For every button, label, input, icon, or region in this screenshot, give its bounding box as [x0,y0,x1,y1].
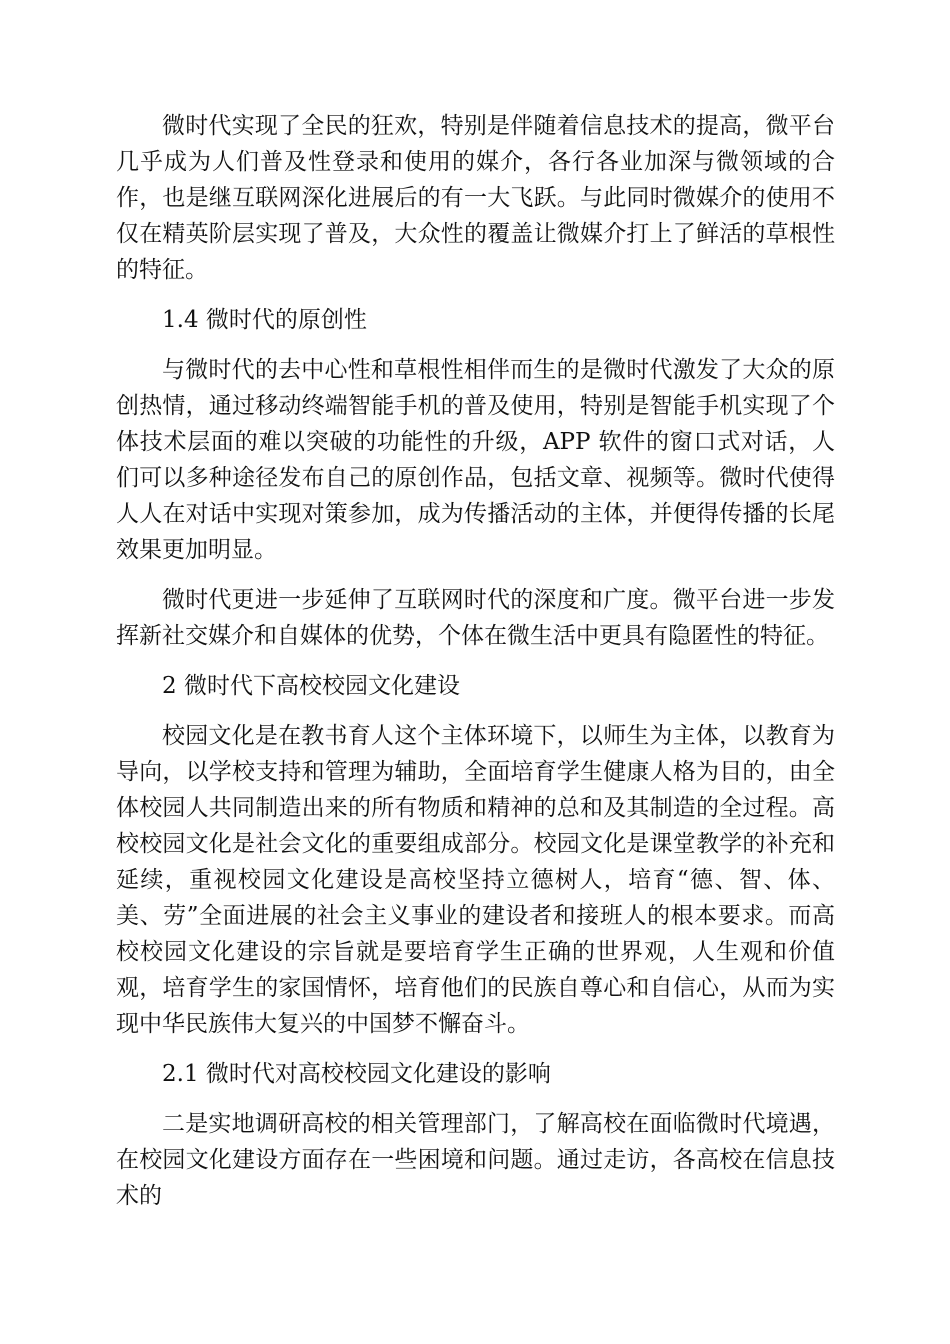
paragraph-campus-culture: 校园文化是在教书育人这个主体环境下，以师生为主体，以教育为导向，以学校支持和管理为辅助，全面培育学生健康人格为目的，由全体校园人共同制造出来的所有物质和精神的总和及其制造的全过程。高校校园文化是社会文化的重要组成部分。校园文化是课堂教学的补充和延续，重视校园文化建设是高校坚持立德树人，培育“德、智、体、美、劳”全面进展的社会主义事业的建设者和接班人的根本要求。而高校校园文化建设的宗旨就是要培育学生正确的世界观，人生观和价值观，培育学生的家国情怀，培育他们的民族自尊心和自信心，从而为实现中华民族伟大复兴的中国梦不懈奋斗。 [116,723,835,1037]
paragraph-originality: 与微时代的去中心性和草根性相伴而生的是微时代激发了大众的原创热情，通过移动终端智能手机的普及使用，特别是智能手机实现了个体技术层面的难以突破的功能性的升级，APP 软件的窗口式对话，人们可以多种途径发布自己的原创作品，包括文章、视频等。微时代使得人人在对话中实现对策参加，成为传播活动的主体，并便得传播的长尾效果更加明显。 [116,357,835,563]
section-heading-1-4: 1.4 微时代的原创性 [162,307,367,333]
section-heading-2-1: 2.1 微时代对高校校园文化建设的影响 [162,1061,551,1087]
document-body [116,108,835,1228]
paragraph-field-research: 二是实地调研高校的相关管理部门，了解高校在面临微时代境遇，在校园文化建设方面存在一些困境和问题。通过走访，各高校在信息技术的 [116,1111,835,1209]
paragraph-micro-era-carnival: 微时代实现了全民的狂欢，特别是伴随着信息技术的提高，微平台几乎成为人们普及性登录和使用的媒介，各行各业加深与微领域的合作，也是继互联网深化进展后的有一大飞跃。与此同时微媒介的使用不仅在精英阶层实现了普及，大众性的覆盖让微媒介打上了鲜活的草根性的特征。 [116,113,835,283]
paragraph-depth-breadth: 微时代更进一步延伸了互联网时代的深度和广度。微平台进一步发挥新社交媒介和自媒体的优势，个体在微生活中更具有隐匿性的特征。 [116,587,835,649]
section-heading-2: 2 微时代下高校校园文化建设 [162,673,460,699]
